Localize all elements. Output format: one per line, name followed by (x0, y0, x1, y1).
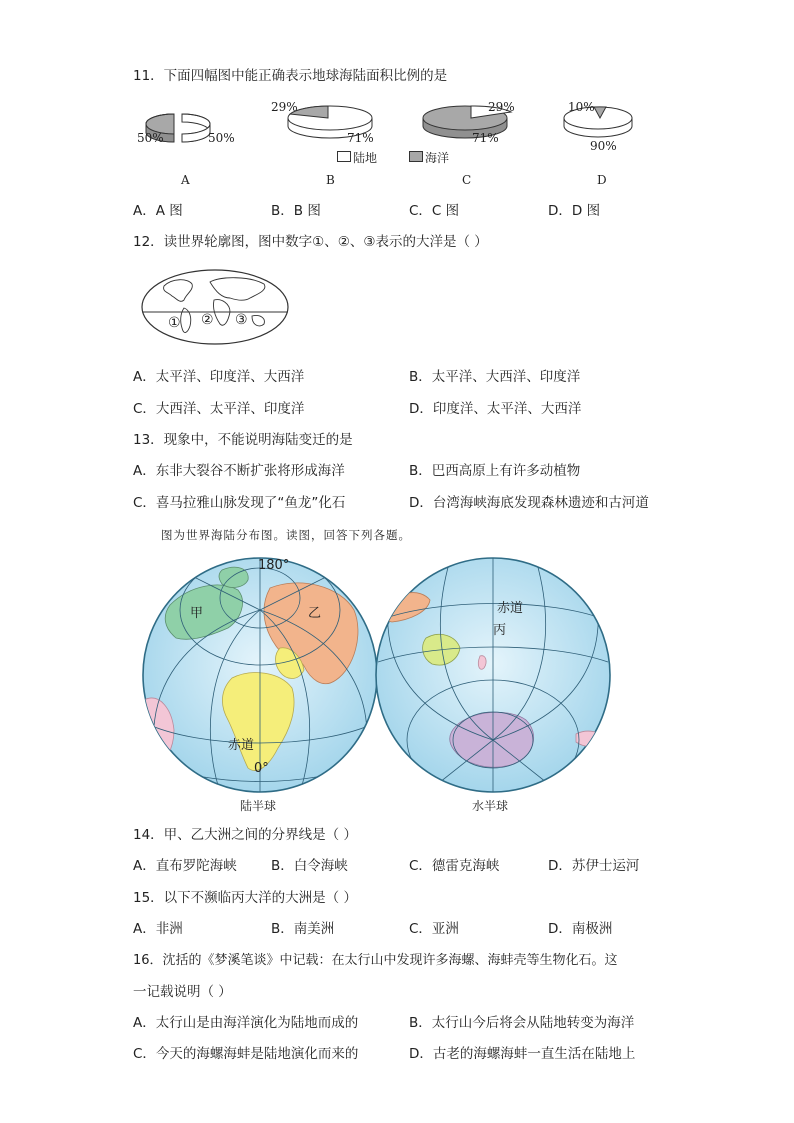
q15-option-b[interactable]: B．南美洲 (271, 921, 335, 937)
pie-d-percent-top: 10% (568, 100, 595, 114)
pie-d-letter: D (597, 173, 607, 187)
land-hemisphere-globe (143, 555, 377, 792)
q12-option-c[interactable]: C．大西洋、太平洋、印度洋 (133, 401, 305, 417)
water-hemisphere-bing-label: 丙 (493, 623, 507, 638)
land-hemisphere-jia-label: 甲 (190, 606, 204, 621)
pie-a-letter: A (181, 173, 190, 187)
land-hemisphere-caption: 陆半球 (240, 799, 277, 813)
q12-option-b[interactable]: B．太平洋、大西洋、印度洋 (409, 369, 581, 385)
q16-stem-line-2: 一记载说明（ ） (133, 984, 232, 1000)
figure-intro: 图为世界海陆分布图。读图，回答下列各题。 (161, 528, 411, 542)
q14-stem: 14．甲、乙大洲之间的分界线是（ ） (133, 827, 357, 843)
pie-c-letter: C (462, 173, 472, 187)
q11-option-a[interactable]: A．A 图 (133, 203, 183, 219)
q13-option-c[interactable]: C．喜马拉雅山脉发现了“鱼龙”化石 (133, 495, 346, 511)
q16-option-a[interactable]: A．太行山是由海洋演化为陆地而成的 (133, 1015, 359, 1031)
q16-option-c[interactable]: C．今天的海螺海蚌是陆地演化而来的 (133, 1046, 359, 1062)
q12-world-outline-map (140, 268, 290, 346)
q15-option-d[interactable]: D．南极洲 (548, 921, 613, 937)
q13-option-d[interactable]: D．台湾海峡海底发现森林遗迹和古河道 (409, 495, 649, 511)
land-hemisphere-equator-label: 赤道 (228, 738, 255, 753)
water-hemisphere-globe (376, 558, 610, 798)
pie-c-percent-top: 29% (488, 100, 515, 114)
land-hemisphere-0-label: 0° (254, 761, 269, 776)
legend-ocean-swatch (409, 151, 423, 162)
q13-option-b[interactable]: B．巴西高原上有许多动植物 (409, 463, 581, 479)
q12-map-number-2: ② (201, 312, 214, 328)
q15-stem: 15．以下不濒临丙大洋的大洲是（ ） (133, 890, 357, 906)
q16-option-b[interactable]: B．太行山今后将会从陆地转变为海洋 (409, 1015, 635, 1031)
pie-a-percent-left: 50% (137, 131, 164, 145)
pie-a-percent-right: 50% (208, 131, 235, 145)
pie-b-percent-top: 29% (271, 100, 298, 114)
q14-option-b[interactable]: B．白令海峡 (271, 858, 348, 874)
q11-stem: 11．下面四幅图中能正确表示地球海陆面积比例的是 (133, 68, 448, 84)
q13-option-a[interactable]: A．东非大裂谷不断扩张将形成海洋 (133, 463, 345, 479)
q14-option-a[interactable]: A．直布罗陀海峡 (133, 858, 237, 874)
q11-option-b[interactable]: B．B 图 (271, 203, 321, 219)
land-hemisphere-yi-label: 乙 (308, 606, 322, 621)
q13-stem: 13．现象中，不能说明海陆变迁的是 (133, 432, 353, 448)
pie-c-percent-bottom: 71% (472, 131, 499, 145)
q15-option-a[interactable]: A．非洲 (133, 921, 183, 937)
land-hemisphere-180-label: 180° (258, 558, 290, 573)
hemisphere-figure (140, 550, 615, 798)
q14-option-c[interactable]: C．德雷克海峡 (409, 858, 500, 874)
q12-map-number-3: ③ (235, 312, 248, 328)
q11-option-d[interactable]: D．D 图 (548, 203, 601, 219)
q12-stem: 12．读世界轮廓图，图中数字①、②、③表示的大洋是（ ） (133, 234, 488, 250)
water-hemisphere-equator-label: 赤道 (497, 601, 524, 616)
q15-option-c[interactable]: C．亚洲 (409, 921, 459, 937)
legend-land-swatch (337, 151, 351, 162)
pie-b-letter: B (326, 173, 335, 187)
legend-ocean-label: 海洋 (425, 151, 450, 165)
q12-option-a[interactable]: A．太平洋、印度洋、大西洋 (133, 369, 305, 385)
pie-b-percent-bottom: 71% (347, 131, 374, 145)
q16-stem-line-1: 16．沈括的《梦溪笔谈》中记载：在太行山中发现许多海螺、海蚌壳等生物化石。这 (133, 953, 618, 968)
water-hemisphere-caption: 水半球 (472, 799, 509, 813)
q12-map-number-1: ① (168, 315, 181, 331)
q16-option-d[interactable]: D．古老的海螺海蚌一直生活在陆地上 (409, 1046, 636, 1062)
q12-option-d[interactable]: D．印度洋、太平洋、大西洋 (409, 401, 582, 417)
legend-land-label: 陆地 (353, 151, 378, 165)
pie-d-percent-bottom: 90% (590, 139, 617, 153)
q14-option-d[interactable]: D．苏伊士运河 (548, 858, 640, 874)
q11-option-c[interactable]: C．C 图 (409, 203, 460, 219)
